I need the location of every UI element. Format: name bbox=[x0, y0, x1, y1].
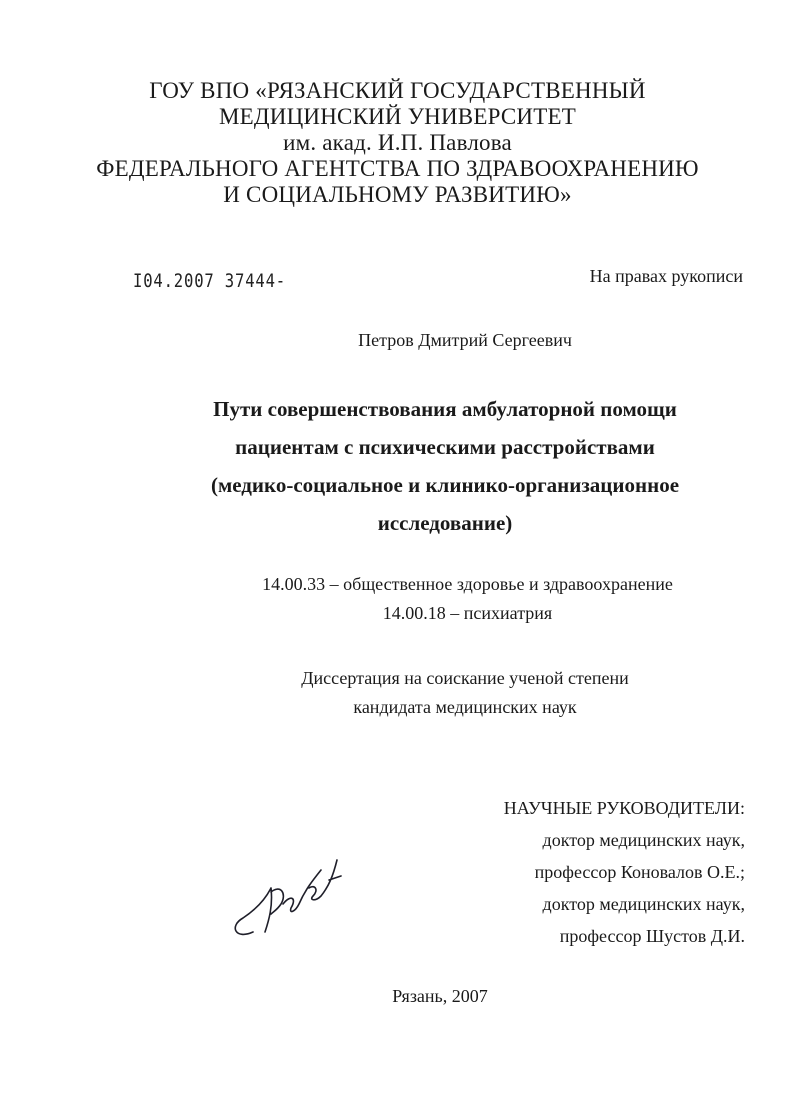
degree-line: кандидата медицинских наук bbox=[353, 697, 577, 717]
title-line: (медико-социальное и клинико-организационное bbox=[210, 473, 680, 497]
dissertation-title bbox=[0, 390, 795, 542]
supervisor-line: профессор Шустов Д.И. bbox=[559, 926, 745, 946]
title-line: Пути совершенствования амбулаторной помощи bbox=[213, 397, 677, 421]
organization-header bbox=[0, 78, 795, 208]
supervisor-line: профессор Коновалов О.Е.; bbox=[534, 862, 745, 882]
title-line: исследование) bbox=[377, 511, 513, 535]
supervisors-heading: НАУЧНЫЕ РУКОВОДИТЕЛИ: bbox=[503, 798, 745, 818]
organization-line: И СОЦИАЛЬНОМУ РАЗВИТИЮ» bbox=[223, 182, 572, 207]
supervisor-line: доктор медицинских наук, bbox=[542, 894, 745, 914]
specialty-line: 14.00.33 – общественное здоровье и здравоохранение bbox=[262, 574, 673, 594]
specialty-line: 14.00.18 – психиатрия bbox=[382, 603, 553, 623]
registration-stamp: І04.2007 37444- bbox=[133, 270, 287, 292]
author-name: Петров Дмитрий Сергеевич bbox=[358, 330, 572, 350]
organization-line: ФЕДЕРАЛЬНОГО АГЕНТСТВА ПО ЗДРАВООХРАНЕНИЮ bbox=[96, 156, 699, 181]
degree-line: Диссертация на соискание ученой степени bbox=[301, 668, 629, 688]
organization-line: ГОУ ВПО «РЯЗАНСКИЙ ГОСУДАРСТВЕННЫЙ bbox=[149, 78, 646, 103]
rights-note: На правах рукописи bbox=[589, 266, 743, 286]
supervisor-line: доктор медицинских наук, bbox=[542, 830, 745, 850]
organization-line: МЕДИЦИНСКИЙ УНИВЕРСИТЕТ bbox=[219, 104, 576, 129]
supervisors-block bbox=[504, 792, 745, 952]
city-year: Рязань, 2007 bbox=[392, 986, 488, 1006]
title-line: пациентам с психическими расстройствами bbox=[235, 435, 655, 459]
handwritten-signature bbox=[225, 840, 345, 960]
specialties bbox=[0, 570, 795, 628]
organization-line: им. акад. И.П. Павлова bbox=[283, 130, 512, 155]
degree-statement bbox=[0, 664, 795, 722]
